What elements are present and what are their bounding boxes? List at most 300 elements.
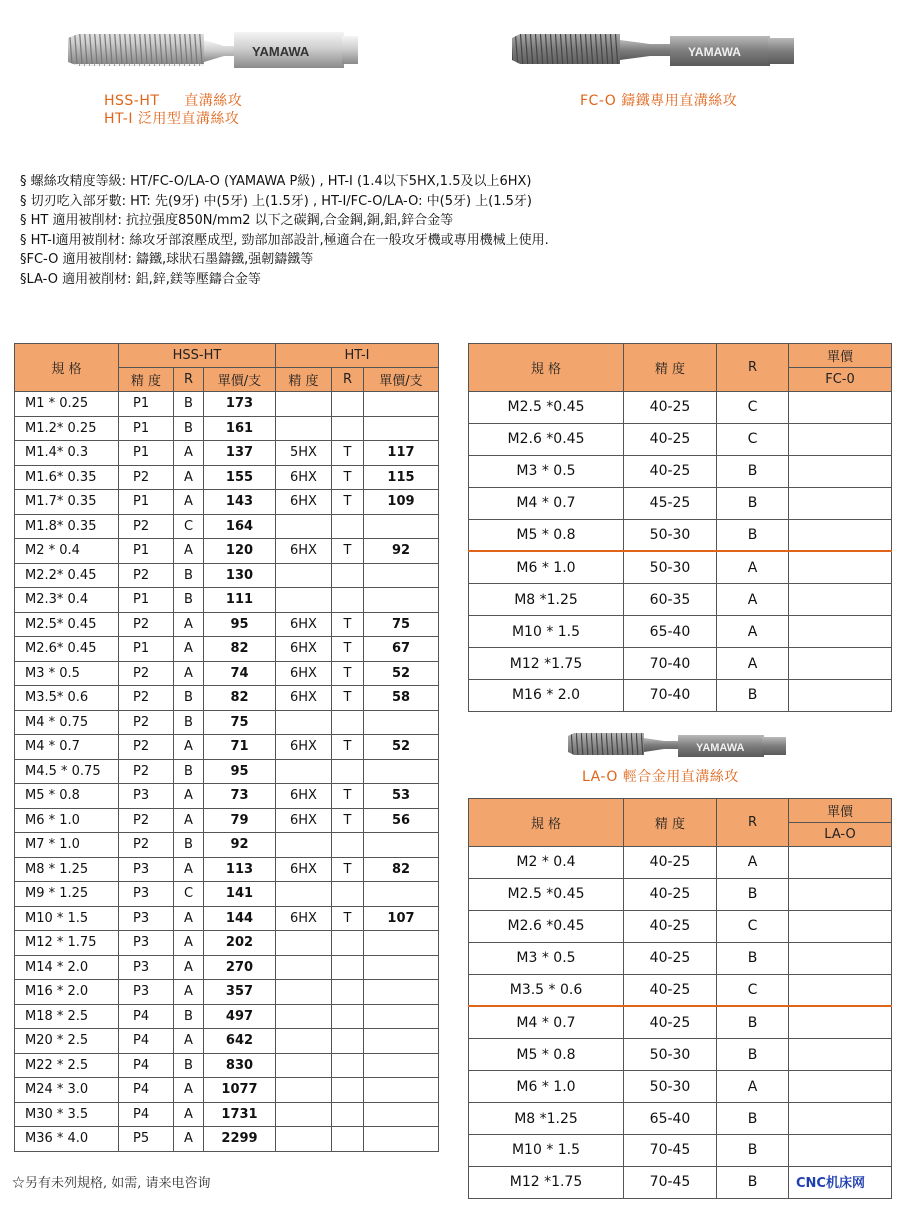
cell-price2: 75 [364, 612, 439, 637]
cell-price: 71 [204, 735, 276, 760]
cell-price: 1731 [204, 1102, 276, 1127]
cell-r2 [332, 416, 364, 441]
cell-price [789, 648, 892, 680]
cell-price: 202 [204, 931, 276, 956]
cell-size: M2.5 *0.45 [469, 878, 624, 910]
hss-ht-desc: 直溝絲攻 [184, 93, 243, 109]
cell-size: M10 * 1.5 [469, 616, 624, 648]
cell-acc: P4 [119, 1102, 174, 1127]
cell-price2 [364, 931, 439, 956]
cell-r2 [332, 1102, 364, 1127]
cell-r: A [174, 808, 204, 833]
cell-size: M10 * 1.5 [469, 1135, 624, 1167]
cell-r: A [174, 441, 204, 466]
table-row [469, 519, 892, 551]
cell-acc: 70-40 [624, 680, 717, 712]
cell-size: M4 * 0.7 [469, 1006, 624, 1038]
table-row [469, 847, 892, 879]
cell-r: C [717, 392, 789, 424]
cell-price2 [364, 563, 439, 588]
cell-size: M3.5* 0.6 [15, 686, 119, 711]
cell-r: A [174, 980, 204, 1005]
cell-acc: 70-40 [624, 648, 717, 680]
table-row [15, 661, 439, 686]
cell-price [789, 584, 892, 616]
cell-r2: T [332, 686, 364, 711]
cell-price [789, 455, 892, 487]
cell-acc2 [276, 1029, 332, 1054]
table-row [15, 882, 439, 907]
cell-price [789, 519, 892, 551]
cell-r2 [332, 1127, 364, 1152]
cell-r: A [174, 539, 204, 564]
hss-ht-tap-image [64, 24, 364, 80]
cell-acc: 45-25 [624, 487, 717, 519]
cell-acc2 [276, 931, 332, 956]
la-header-series: LA-O [789, 823, 892, 847]
cell-acc: P1 [119, 441, 174, 466]
header-ht-i: HT-I [276, 344, 439, 368]
cell-price: 173 [204, 392, 276, 417]
table-row [15, 1053, 439, 1078]
cell-acc2 [276, 1102, 332, 1127]
cell-size: M16 * 2.0 [469, 680, 624, 712]
cell-r: B [717, 519, 789, 551]
cell-acc2: 6HX [276, 784, 332, 809]
cell-price: 75 [204, 710, 276, 735]
cell-acc: P4 [119, 1078, 174, 1103]
cell-price: 82 [204, 686, 276, 711]
cell-r: B [717, 487, 789, 519]
cell-r: B [717, 1103, 789, 1135]
cell-acc2 [276, 833, 332, 858]
cell-acc: P2 [119, 465, 174, 490]
cell-size: M22 * 2.5 [15, 1053, 119, 1078]
fc-header-r: R [717, 344, 789, 392]
cell-r: C [174, 882, 204, 907]
cell-acc: 40-25 [624, 942, 717, 974]
ht-i-caption: HT-I 泛用型直溝絲攻 [104, 111, 240, 127]
cell-r2: T [332, 784, 364, 809]
cell-r: A [174, 1078, 204, 1103]
cell-price2: 115 [364, 465, 439, 490]
table-row [15, 857, 439, 882]
table-row [15, 784, 439, 809]
cell-size: M7 * 1.0 [15, 833, 119, 858]
cell-r: A [174, 661, 204, 686]
table-row [469, 680, 892, 712]
cell-acc: P1 [119, 588, 174, 613]
cell-acc: P4 [119, 1053, 174, 1078]
cell-acc: P2 [119, 686, 174, 711]
cell-size: M36 * 4.0 [15, 1127, 119, 1152]
cell-r: B [174, 686, 204, 711]
cell-acc2: 6HX [276, 637, 332, 662]
cell-acc: P2 [119, 833, 174, 858]
fc-o-price-table [468, 343, 892, 712]
cell-acc: 65-40 [624, 1103, 717, 1135]
cell-acc2: 6HX [276, 808, 332, 833]
cell-size: M2 * 0.4 [15, 539, 119, 564]
cell-acc: 50-30 [624, 551, 717, 583]
cell-r2 [332, 1029, 364, 1054]
cell-acc2: 6HX [276, 490, 332, 515]
cell-acc: 50-30 [624, 1039, 717, 1071]
la-header-price: 單價 [789, 799, 892, 823]
cell-r: A [174, 465, 204, 490]
table-row [469, 1103, 892, 1135]
table-row [469, 455, 892, 487]
cell-acc: P2 [119, 735, 174, 760]
hss-ht-label: HSS-HT [104, 93, 160, 109]
table-row [15, 759, 439, 784]
cell-acc2 [276, 563, 332, 588]
cell-size: M6 * 1.0 [469, 1071, 624, 1103]
cell-price: 270 [204, 955, 276, 980]
note-line: § HT 適用被削材: 抗拉强度850N/mm2 以下之碳鋼,合金鋼,銅,鋁,鋅合金等 [20, 213, 454, 228]
header-price: 單價/支 [204, 368, 276, 392]
cell-r: A [174, 784, 204, 809]
cell-size: M2.3* 0.4 [15, 588, 119, 613]
table-row [469, 1039, 892, 1071]
cell-acc: 40-25 [624, 847, 717, 879]
cell-price: 95 [204, 612, 276, 637]
table-body [469, 392, 892, 712]
cell-acc2 [276, 882, 332, 907]
cell-price: 79 [204, 808, 276, 833]
cell-price: 137 [204, 441, 276, 466]
cell-acc: P2 [119, 759, 174, 784]
cell-acc: P1 [119, 637, 174, 662]
cell-acc: 65-40 [624, 616, 717, 648]
la-o-logo: YAMAWA [696, 742, 745, 754]
cell-r2: T [332, 735, 364, 760]
cell-size: M2.6* 0.45 [15, 637, 119, 662]
cell-price2: 92 [364, 539, 439, 564]
la-header-size: 規 格 [469, 799, 624, 847]
cell-size: M2 * 0.4 [469, 847, 624, 879]
table-row [15, 392, 439, 417]
cell-size: M4 * 0.7 [469, 487, 624, 519]
cell-price2 [364, 882, 439, 907]
cell-size: M4.5 * 0.75 [15, 759, 119, 784]
cell-acc: P3 [119, 906, 174, 931]
cell-size: M2.2* 0.45 [15, 563, 119, 588]
cell-acc2 [276, 1004, 332, 1029]
cell-price: 130 [204, 563, 276, 588]
table-row [469, 878, 892, 910]
note-line: § 螺絲攻精度等級: HT/FC-O/LA-O (YAMAWA P級) , HT-I (1.4以下5HX,1.5及以上6HX) [20, 174, 532, 189]
cell-r2: T [332, 490, 364, 515]
cell-price2 [364, 1078, 439, 1103]
cell-r: A [717, 551, 789, 583]
fc-header-accuracy: 精 度 [624, 344, 717, 392]
cell-price: 92 [204, 833, 276, 858]
cell-r: B [174, 392, 204, 417]
note-line: §LA-O 適用被削材: 鋁,鋅,鎂等壓鑄合金等 [20, 271, 261, 287]
cell-size: M6 * 1.0 [469, 551, 624, 583]
cell-acc2: 6HX [276, 465, 332, 490]
table-row [469, 487, 892, 519]
cell-price2: 67 [364, 637, 439, 662]
cell-price [789, 942, 892, 974]
cell-price: 2299 [204, 1127, 276, 1152]
cell-price: 642 [204, 1029, 276, 1054]
fc-o-logo: YAMAWA [688, 45, 741, 59]
cell-acc: P2 [119, 661, 174, 686]
brand-watermark: CNC机床网 [796, 1176, 865, 1191]
cell-acc: 40-25 [624, 423, 717, 455]
cell-acc: 40-25 [624, 910, 717, 942]
cell-size: M6 * 1.0 [15, 808, 119, 833]
cell-acc: P4 [119, 1029, 174, 1054]
header-size: 規 格 [15, 344, 119, 392]
cell-r: B [174, 563, 204, 588]
cell-r2: T [332, 465, 364, 490]
cell-price2 [364, 980, 439, 1005]
hss-ht-caption [104, 92, 242, 128]
la-header-r: R [717, 799, 789, 847]
cell-price [789, 487, 892, 519]
cell-r2 [332, 833, 364, 858]
cell-price2 [364, 1127, 439, 1152]
cell-size: M4 * 0.7 [15, 735, 119, 760]
table-row [469, 910, 892, 942]
table-row [15, 833, 439, 858]
cell-price: 144 [204, 906, 276, 931]
header-r: R [174, 368, 204, 392]
note-line: § HT-I適用被削材: 絲攻牙部滾壓成型, 勁部加部設計,極適合在一般攻牙機或專用機械上使用. [20, 232, 549, 248]
table-row [469, 1135, 892, 1167]
cell-price2 [364, 392, 439, 417]
hss-ht-price-table [14, 343, 439, 1152]
table-row [469, 942, 892, 974]
cell-size: M2.6 *0.45 [469, 423, 624, 455]
cell-size: M3 * 0.5 [469, 942, 624, 974]
la-o-caption: LA-O 輕合金用直溝絲攻 [582, 769, 739, 785]
table-row [15, 710, 439, 735]
cell-size: M8 *1.25 [469, 584, 624, 616]
cell-price [789, 616, 892, 648]
cell-acc: P3 [119, 784, 174, 809]
table-row [15, 1029, 439, 1054]
footnote: ☆另有未列規格, 如需, 请来电咨询 [12, 1176, 211, 1191]
cell-r2: T [332, 637, 364, 662]
cell-price2 [364, 416, 439, 441]
cell-r: B [174, 416, 204, 441]
table-row [15, 588, 439, 613]
cell-size: M1.6* 0.35 [15, 465, 119, 490]
cell-r: A [174, 490, 204, 515]
cell-acc: 60-35 [624, 584, 717, 616]
cell-acc: P3 [119, 955, 174, 980]
table-row [15, 539, 439, 564]
header-r-2: R [332, 368, 364, 392]
cell-r2 [332, 563, 364, 588]
cell-r: A [717, 616, 789, 648]
table-row [469, 423, 892, 455]
cell-acc: P1 [119, 416, 174, 441]
table-row [15, 906, 439, 931]
table-row [469, 551, 892, 583]
table-row [15, 441, 439, 466]
cell-r: A [174, 906, 204, 931]
cell-acc: P2 [119, 808, 174, 833]
cell-size: M2.6 *0.45 [469, 910, 624, 942]
cell-r: C [717, 910, 789, 942]
spec-notes [20, 172, 549, 289]
cell-size: M3.5 * 0.6 [469, 974, 624, 1006]
cell-r: B [717, 1166, 789, 1198]
cell-r: B [174, 833, 204, 858]
cell-acc2 [276, 980, 332, 1005]
cell-r2: T [332, 857, 364, 882]
cell-r: C [174, 514, 204, 539]
cell-price2 [364, 1053, 439, 1078]
cell-size: M5 * 0.8 [15, 784, 119, 809]
cell-r2: T [332, 612, 364, 637]
cell-acc: P5 [119, 1127, 174, 1152]
cell-price [789, 1103, 892, 1135]
cell-size: M2.5 *0.45 [469, 392, 624, 424]
cell-r2: T [332, 808, 364, 833]
cell-acc2 [276, 710, 332, 735]
cell-acc2 [276, 759, 332, 784]
cell-price2 [364, 1004, 439, 1029]
cell-price [789, 551, 892, 583]
hss-ht-logo: YAMAWA [252, 44, 310, 59]
header-price-2: 單價/支 [364, 368, 439, 392]
table-row [15, 465, 439, 490]
cell-r2 [332, 882, 364, 907]
cell-price: 111 [204, 588, 276, 613]
cell-acc2 [276, 1053, 332, 1078]
cell-price2: 53 [364, 784, 439, 809]
cell-r: A [174, 1102, 204, 1127]
cell-r2 [332, 392, 364, 417]
cell-acc: P2 [119, 514, 174, 539]
table-row [15, 980, 439, 1005]
cell-r: B [174, 759, 204, 784]
cell-acc: P1 [119, 392, 174, 417]
table-row [469, 1071, 892, 1103]
cell-price: 143 [204, 490, 276, 515]
cell-acc: 40-25 [624, 878, 717, 910]
cell-size: M9 * 1.25 [15, 882, 119, 907]
table-row [15, 735, 439, 760]
cell-r: A [174, 857, 204, 882]
table-row [15, 1102, 439, 1127]
cell-r2 [332, 931, 364, 956]
cell-acc2: 6HX [276, 735, 332, 760]
table-row [15, 416, 439, 441]
cell-r2 [332, 1004, 364, 1029]
cell-price [789, 680, 892, 712]
cell-price: 155 [204, 465, 276, 490]
table-row [15, 686, 439, 711]
cell-size: M24 * 3.0 [15, 1078, 119, 1103]
cell-size: M1.7* 0.35 [15, 490, 119, 515]
table-row [469, 1006, 892, 1038]
fc-header-price: 單價 [789, 344, 892, 368]
header-accuracy: 精 度 [119, 368, 174, 392]
cell-r: A [174, 735, 204, 760]
cell-size: M1.8* 0.35 [15, 514, 119, 539]
cell-acc2: 5HX [276, 441, 332, 466]
cell-acc: P4 [119, 1004, 174, 1029]
table-row [469, 974, 892, 1006]
cell-size: M12 *1.75 [469, 648, 624, 680]
cell-acc: 70-45 [624, 1166, 717, 1198]
cell-r: A [174, 1029, 204, 1054]
cell-r: C [717, 423, 789, 455]
cell-size: M5 * 0.8 [469, 1039, 624, 1071]
cell-price2: 52 [364, 661, 439, 686]
cell-r: A [174, 637, 204, 662]
cell-acc2: 6HX [276, 857, 332, 882]
cell-acc: 40-25 [624, 1006, 717, 1038]
table-row [15, 808, 439, 833]
table-row [15, 490, 439, 515]
cell-acc: 40-25 [624, 455, 717, 487]
cell-price2 [364, 759, 439, 784]
cell-size: M12 * 1.75 [15, 931, 119, 956]
cell-acc: P2 [119, 710, 174, 735]
cell-r: A [174, 955, 204, 980]
cell-acc: P1 [119, 539, 174, 564]
table-row [15, 1078, 439, 1103]
fc-o-tap-image [510, 28, 800, 78]
cell-r2 [332, 514, 364, 539]
cell-size: M4 * 0.75 [15, 710, 119, 735]
cell-acc: 40-25 [624, 974, 717, 1006]
cell-price [789, 910, 892, 942]
cell-price [789, 1071, 892, 1103]
cell-price [789, 847, 892, 879]
la-o-tap-image [566, 730, 796, 762]
cell-r: A [174, 931, 204, 956]
cell-price2 [364, 955, 439, 980]
cell-price: 830 [204, 1053, 276, 1078]
table-row [15, 563, 439, 588]
table-body [469, 847, 892, 1199]
cell-r: B [717, 1135, 789, 1167]
cell-price: 1077 [204, 1078, 276, 1103]
cell-price: 74 [204, 661, 276, 686]
cell-r: B [174, 1053, 204, 1078]
cell-size: M18 * 2.5 [15, 1004, 119, 1029]
table-row [469, 616, 892, 648]
table-row [15, 637, 439, 662]
table-row [15, 931, 439, 956]
cell-acc2 [276, 392, 332, 417]
cell-price2 [364, 833, 439, 858]
cell-acc: P3 [119, 857, 174, 882]
table-row [15, 1127, 439, 1152]
cell-size: M3 * 0.5 [15, 661, 119, 686]
cell-r2 [332, 1053, 364, 1078]
cell-price: 95 [204, 759, 276, 784]
cell-price: 82 [204, 637, 276, 662]
table-row [469, 392, 892, 424]
cell-size: M16 * 2.0 [15, 980, 119, 1005]
cell-acc: 50-30 [624, 519, 717, 551]
la-header-accuracy: 精 度 [624, 799, 717, 847]
cell-acc: 70-45 [624, 1135, 717, 1167]
cell-size: M5 * 0.8 [469, 519, 624, 551]
note-line: §FC-O 適用被削材: 鑄鐵,球狀石墨鑄鐵,强韌鑄鐵等 [20, 252, 314, 267]
cell-price [789, 1039, 892, 1071]
